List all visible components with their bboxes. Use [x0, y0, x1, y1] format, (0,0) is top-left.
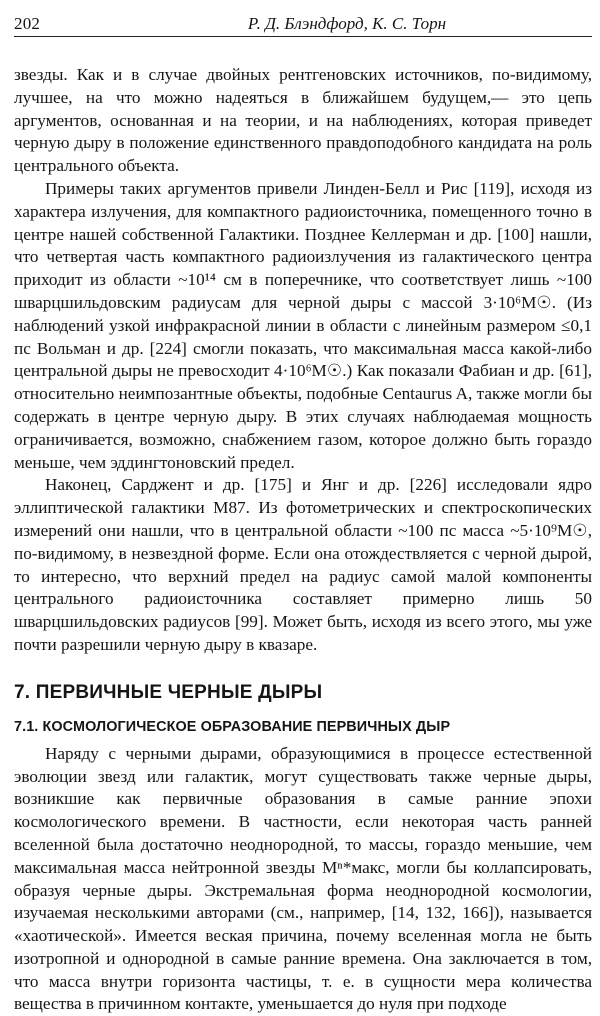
paragraph-galactic-center: Примеры таких аргументов привели Линден-Белл и Рис [119], исходя из характера излучения, для компактного радиоисточника, помещенного точно в центре нашей собственной Галактики. Позднее Келлерман и др. [100] нашли, что четвертая часть компактного радиоизлучения из галактического центра приходит из области ~10¹⁴ см в поперечнике, что соответствует лишь ~100 шварцшильдовским радиусам для черной дыры с массой 3·10⁶M☉. (Из наблюдений узкой инфракрасной линии в области с линейным размером ≤0,1 пс Вольман и др. [224] смогли показать, что максимальная масса какой-либо центральной дыры не превосходит 4·10⁶M☉.) Как показали Фабиан и др. [61], относительно неимпозантные объекты, подобные Centaurus A, также могли бы содержать в центре черную дыру. В этих случаях наблюдаемая мощность ограничивается, возможно, снабжением газом, которое должно быть гораздо меньше, чем эддингтоновский предел.: [14, 178, 592, 472]
running-header: [14, 11, 592, 37]
subsection-heading: 7.1. КОСМОЛОГИЧЕСКОЕ ОБРАЗОВАНИЕ ПЕРВИЧНЫХ ДЫР: [14, 718, 451, 735]
page-content: [14, 64, 592, 1016]
page-number: 202: [14, 14, 41, 33]
paragraph-m87: Наконец, Сарджент и др. [175] и Янг и др. [226] исследовали ядро эллиптической галактики M87. Из фотометрических и спектроскопических измерений они нашли, что в центральной области ~100 пс масса ~5·10⁹M☉, по-видимому, в незвездной форме. Если она отождествляется с черной дырой, то интересно, что верхний предел на радиус самой малой компоненты центрального радиоисточника составляет примерно лишь 50 шварцшильдовских радиусов [99]. Может быть, исходя из всего этого, мы уже почти разрешили черную дыру в квазаре.: [14, 475, 592, 654]
paragraph-primordial-black-holes: Наряду с черными дырами, образующимися в процессе естественной эволюции звезд или галактик, могут существовать также черные дыры, возникшие как первичные образования в самые ранние эпохи космологического времени. В частности, если некоторая часть ранней вселенной была достаточно неоднородной, то массы, гораздо меньшие, чем максимальная масса нейтронной звезды Mⁿ*макс, могли бы коллапсировать, образуя черные дыры. Экстремальная форма неоднородной космологии, изучаемая несколькими авторами (см., например, [14, 132, 166]), называется «хаотической». Имеется веская причина, почему вселенная могла не быть изотропной и однородной в самые ранние времена. Она заключается в том, что масса внутри горизонта частицы, т. е. в сущности мера количества вещества в причинном контакте, уменьшается до нуля при подходе: [14, 743, 592, 1014]
paragraph-continuation: звезды. Как и в случае двойных рентгеновских источников, по-видимому, лучшее, на что можно надеяться в ближайшем будущем,— это цепь аргументов, основанная и на теории, и на наблюдениях, которая приведет черную дыру в положение единственного правдоподобного кандидата на роль центрального объекта.: [14, 65, 592, 176]
section-heading: 7. ПЕРВИЧНЫЕ ЧЕРНЫЕ ДЫРЫ: [14, 681, 323, 703]
running-title: Р. Д. Блэндфорд, К. С. Торн: [247, 14, 446, 33]
